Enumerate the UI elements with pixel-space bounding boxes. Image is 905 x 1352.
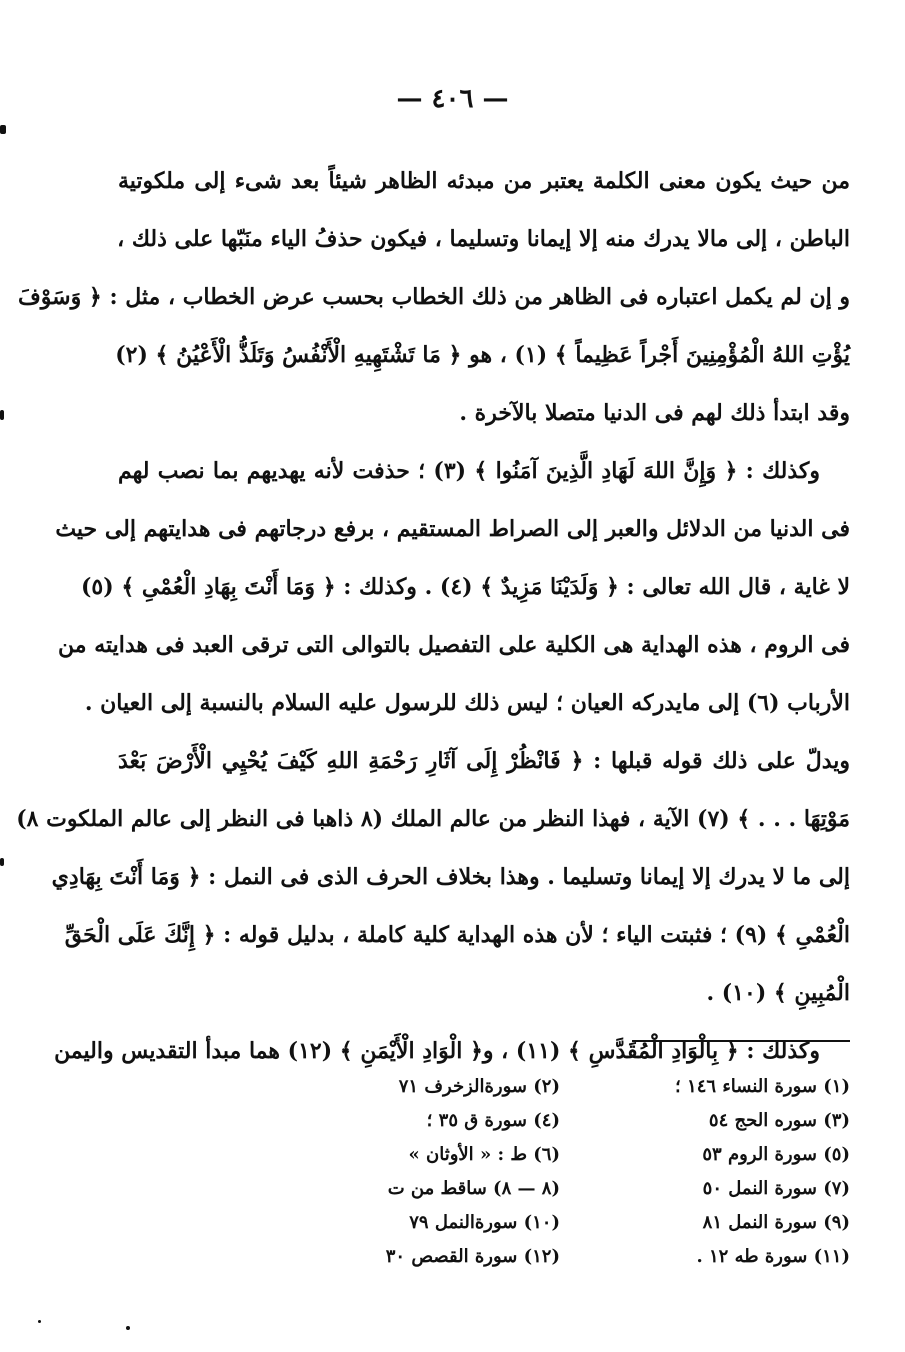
footnote-divider xyxy=(632,1040,850,1042)
footnote: (٦) ط : « الأوثان » xyxy=(408,1144,560,1165)
text-line: وكذلك : ﴿ بِالْوَادِ الْمُقَدَّسِ ﴾ (١١) ، و﴿ الْوَادِ الْأَيْمَنِ ﴾ (١٢) هما مبدأ التقديس واليمن xyxy=(54,1038,820,1064)
footnote: (١١) سورة طه ١٢ . xyxy=(696,1246,850,1267)
footnote: (٩) سورة النمل ٨١ xyxy=(702,1212,850,1233)
text-line: فى الدنيا من الدلائل والعبر إلى الصراط المستقيم ، برفع درجاتهم فى هدايتهم إلى حيث xyxy=(55,516,850,542)
scan-speck xyxy=(0,410,4,420)
footnote: (٧) سورة النمل ٥٠ xyxy=(702,1178,850,1199)
footnote: (١٢) سورة القصص ٣٠ xyxy=(385,1246,560,1267)
text-line: لا غاية ، قال الله تعالى : ﴿ وَلَدَيْنَا مَزِيدٌ ﴾ (٤) . وكذلك : ﴿ وَمَا أَنْتَ بِهَادِ الْعُمْىِ ﴾ (٥) xyxy=(81,574,850,600)
footnote: (٢) سورةالزخرف ٧١ xyxy=(398,1076,560,1097)
text-line: الْمُبِينِ ﴾ (١٠) . xyxy=(706,980,850,1006)
text-line: من حيث يكون معنى الكلمة يعتبر من مبدئه الظاهر شيئاً بعد شىء إلى ملكوتية xyxy=(118,168,850,194)
text-line: الأرباب (٦) إلى مايدركه العيان ؛ ليس ذلك للرسول عليه السلام بالنسبة إلى العيان . xyxy=(84,690,850,716)
body-text xyxy=(16,152,850,1080)
text-line: الْعُمْىِ ﴾ (٩) ؛ فثبتت الياء ؛ لأن هذه الهداية كلية كاملة ، بدليل قوله : ﴿ إِنَّكَ عَلَى الْحَقِّ xyxy=(64,922,850,948)
text-line: و إن لم يكمل اعتباره فى الظاهر من ذلك الخطاب بحسب عرض الخطاب ، مثل : ﴿ وَسَوْفَ xyxy=(18,284,850,310)
text-line: مَوْتِهَا . . . ﴾ (٧) الآية ، فهذا النظر من عالم الملك (٨ ذاهبا فى النظر إلى عالم الملكوت ٨) xyxy=(16,806,850,832)
scan-speck xyxy=(126,1326,130,1330)
text-line: فى الروم ، هذه الهداية هى الكلية على التفصيل بالتوالى التى ترقى العبد فى هدايته من xyxy=(58,632,850,658)
page-number: — ٤٠٦ — xyxy=(396,84,509,114)
text-line: وكذلك : ﴿ وَإِنَّ اللهَ لَهَادِ الَّذِينَ آمَنُوا ﴾ (٣) ؛ حذفت لأنه يهديهم بما نصب لهم xyxy=(118,458,820,484)
footnote: (٤) سورة ق ٣٥ ؛ xyxy=(426,1110,560,1131)
footnote: (٥) سورة الروم ٥٣ xyxy=(702,1144,850,1165)
footnote: (٨ — ٨) ساقط من ت xyxy=(387,1178,560,1199)
text-line: ويدلّ على ذلك قوله قبلها : ﴿ فَانْظُرْ إِلَى آثَارِ رَحْمَةِ اللهِ كَيْفَ يُحْيِي الْأَرْضَ بَعْدَ xyxy=(118,748,850,774)
footnote: (١٠) سورةالنمل ٧٩ xyxy=(409,1212,560,1233)
text-line: الباطن ، إلى مالا يدرك منه إلا إيمانا وتسليما ، فيكون حذفُ الياء منَبّها على ذلك ، xyxy=(117,226,850,252)
footnote: (١) سورة النساء ١٤٦ ؛ xyxy=(675,1076,850,1097)
text-line: وقد ابتدأ ذلك لهم فى الدنيا متصلا بالآخرة . xyxy=(459,400,850,426)
text-line: يُؤْتِ اللهُ الْمُؤْمِنِينَ أَجْراً عَظِيماً ﴾ (١) ، هو ﴿ مَا تَشْتَهِيهِ الْأَنْفُسُ وَتَلَذُّ الْأَعْيُنُ ﴾ (٢) xyxy=(115,342,850,368)
scan-speck xyxy=(0,858,4,866)
scan-speck xyxy=(38,1320,41,1323)
scan-speck xyxy=(0,125,6,134)
text-line: إلى ما لا يدرك إلا إيمانا وتسليما . وهذا بخلاف الحرف الذى فى النمل : ﴿ وَمَا أَنْتَ بِهَادِي xyxy=(51,864,850,890)
footnote: (٣) سوره الحج ٥٤ xyxy=(708,1110,850,1131)
footnotes xyxy=(300,1070,850,1274)
